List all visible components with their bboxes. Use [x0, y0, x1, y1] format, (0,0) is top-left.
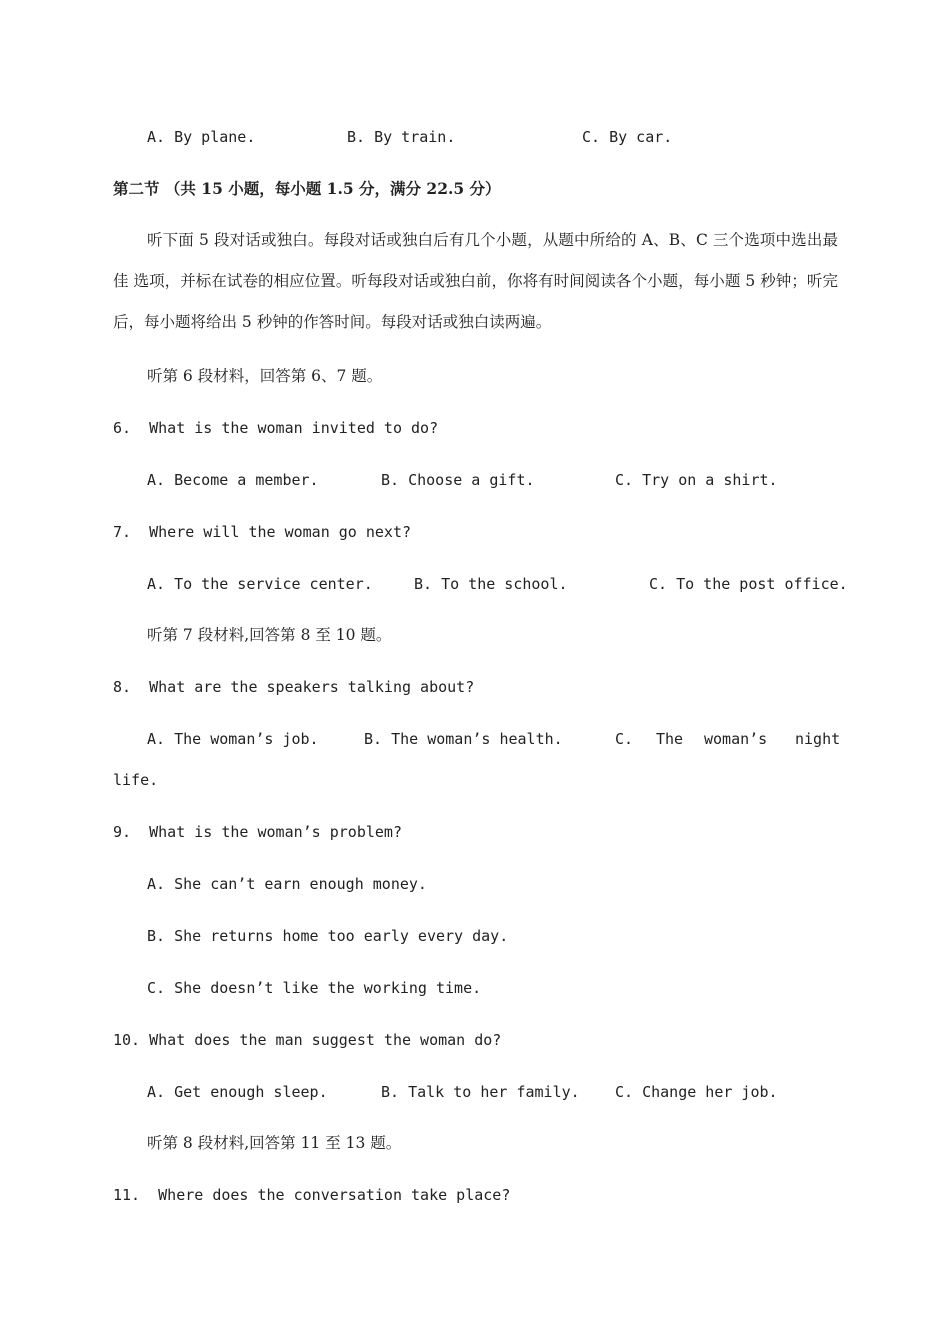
- q8-option-a: A. The woman’s job.: [147, 730, 319, 748]
- q8-option-c-continued: life.: [113, 771, 159, 789]
- q7-option-a: A. To the service center.: [147, 575, 373, 593]
- q5-option-b: B. By train.: [347, 128, 456, 146]
- question-9-stem: 9. What is the woman’s problem?: [113, 823, 402, 841]
- q8-option-c-word2: woman’s: [704, 730, 768, 748]
- q7-option-b: B. To the school.: [414, 575, 568, 593]
- q6-option-a: A. Become a member.: [147, 471, 319, 489]
- q7-option-c: C. To the post office.: [649, 575, 848, 593]
- question-11-stem: 11. Where does the conversation take place?: [113, 1186, 511, 1204]
- question-7-stem: 7. Where will the woman go next?: [113, 523, 412, 541]
- material-6-intro: 听第 6 段材料，回答第 6、7 题。: [147, 367, 383, 385]
- q9-option-b: B. She returns home too early every day.: [147, 927, 509, 945]
- q8-option-c-word1: The: [656, 730, 684, 748]
- q8-option-b: B. The woman’s health.: [364, 730, 563, 748]
- q8-option-c-word3: night: [795, 730, 841, 748]
- q10-option-c: C. Change her job.: [615, 1083, 778, 1101]
- section-heading: 第二节 （共 15 小题，每小题 1.5 分，满分 22.5 分）: [113, 179, 501, 198]
- q10-option-a: A. Get enough sleep.: [147, 1083, 328, 1101]
- question-10-stem: 10. What does the man suggest the woman do?: [113, 1031, 502, 1049]
- q6-option-c: C. Try on a shirt.: [615, 471, 778, 489]
- q8-option-c-letter: C.: [615, 730, 634, 748]
- q6-option-b: B. Choose a gift.: [381, 471, 535, 489]
- q10-option-b: B. Talk to her family.: [381, 1083, 580, 1101]
- material-7-intro: 听第 7 段材料,回答第 8 至 10 题。: [147, 626, 392, 644]
- q5-option-a: A. By plane.: [147, 128, 256, 146]
- material-8-intro: 听第 8 段材料,回答第 11 至 13 题。: [147, 1134, 402, 1152]
- section-instructions: 听下面 5 段对话或独白。每段对话或独白后有几个小题，从题中所给的 A、B、C 三个选项中选出最佳 选项，并标在试卷的相应位置。听每段对话或独白前，你将有时间阅读各个小题，每小题 5 秒钟；听完后，每小题将给出 5 秒钟的作答时间。每段对话或独白读两遍。: [113, 231, 838, 331]
- question-8-stem: 8. What are the speakers talking about?: [113, 678, 475, 696]
- q5-option-c: C. By car.: [582, 128, 673, 146]
- q9-option-a: A. She can’t earn enough money.: [147, 875, 427, 893]
- question-6-stem: 6. What is the woman invited to do?: [113, 419, 439, 437]
- q9-option-c: C. She doesn’t like the working time.: [147, 979, 482, 997]
